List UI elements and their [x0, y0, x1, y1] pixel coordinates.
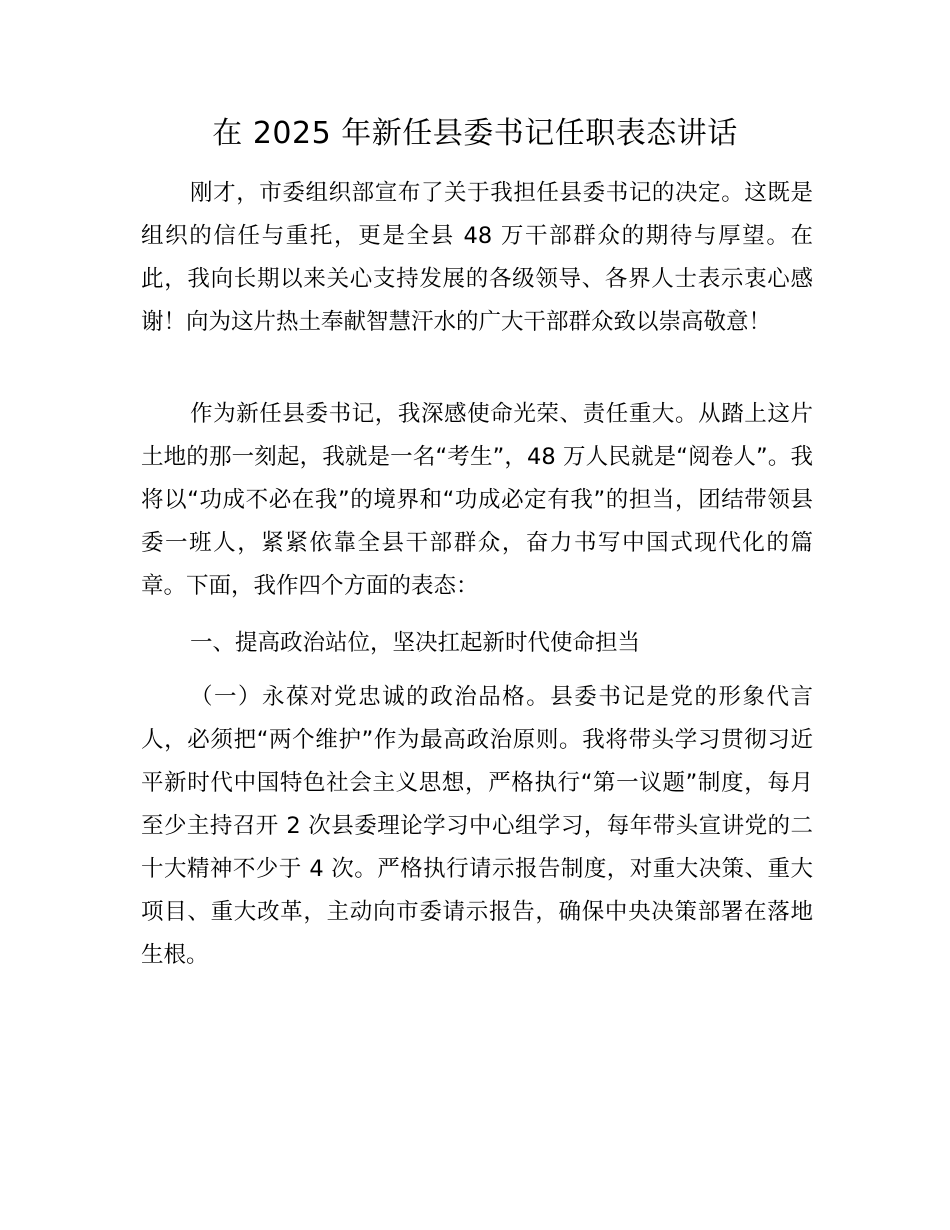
- document-title: 在 2025 年新任县委书记任职表态讲话: [212, 116, 738, 151]
- section-heading-one: 一、提高政治站位，坚决扛起新时代使命担当: [190, 630, 641, 656]
- paragraph-opening: 刚才，市委组织部宣布了关于我担任县委书记的决定。这既是组织的信任与重托，更是全县 48 万干部群众的期待与厚望。在此，我向长期以来关心支持发展的各级领导、各界人士表示衷心感谢！向为这片热土奉献智慧汗水的广大干部群众致以崇高敬意！: [141, 180, 813, 335]
- paragraph-commitment: 作为新任县委书记，我深感使命光荣、责任重大。从踏上这片土地的那一刻起，我就是一名“考生”，48 万人民就是“阅卷人”。我将以“功成不必在我”的境界和“功成必定有我”的担当，团结带领县委一班人，紧紧依靠全县干部群众，奋力书写中国式现代化的篇章。下面，我作四个方面的表态：: [141, 401, 813, 599]
- paragraph-loyalty: （一）永葆对党忠诚的政治品格。县委书记是党的形象代言人，必须把“两个维护”作为最高政治原则。我将带头学习贯彻习近平新时代中国特色社会主义思想，严格执行“第一议题”制度，每月至少主持召开 2 次县委理论学习中心组学习，每年带头宣讲党的二十大精神不少于 4 次。严格执行请示报告制度，对重大决策、重大项目、重大改革，主动向市委请示报告，确保中央决策部署在落地生根。: [141, 684, 813, 968]
